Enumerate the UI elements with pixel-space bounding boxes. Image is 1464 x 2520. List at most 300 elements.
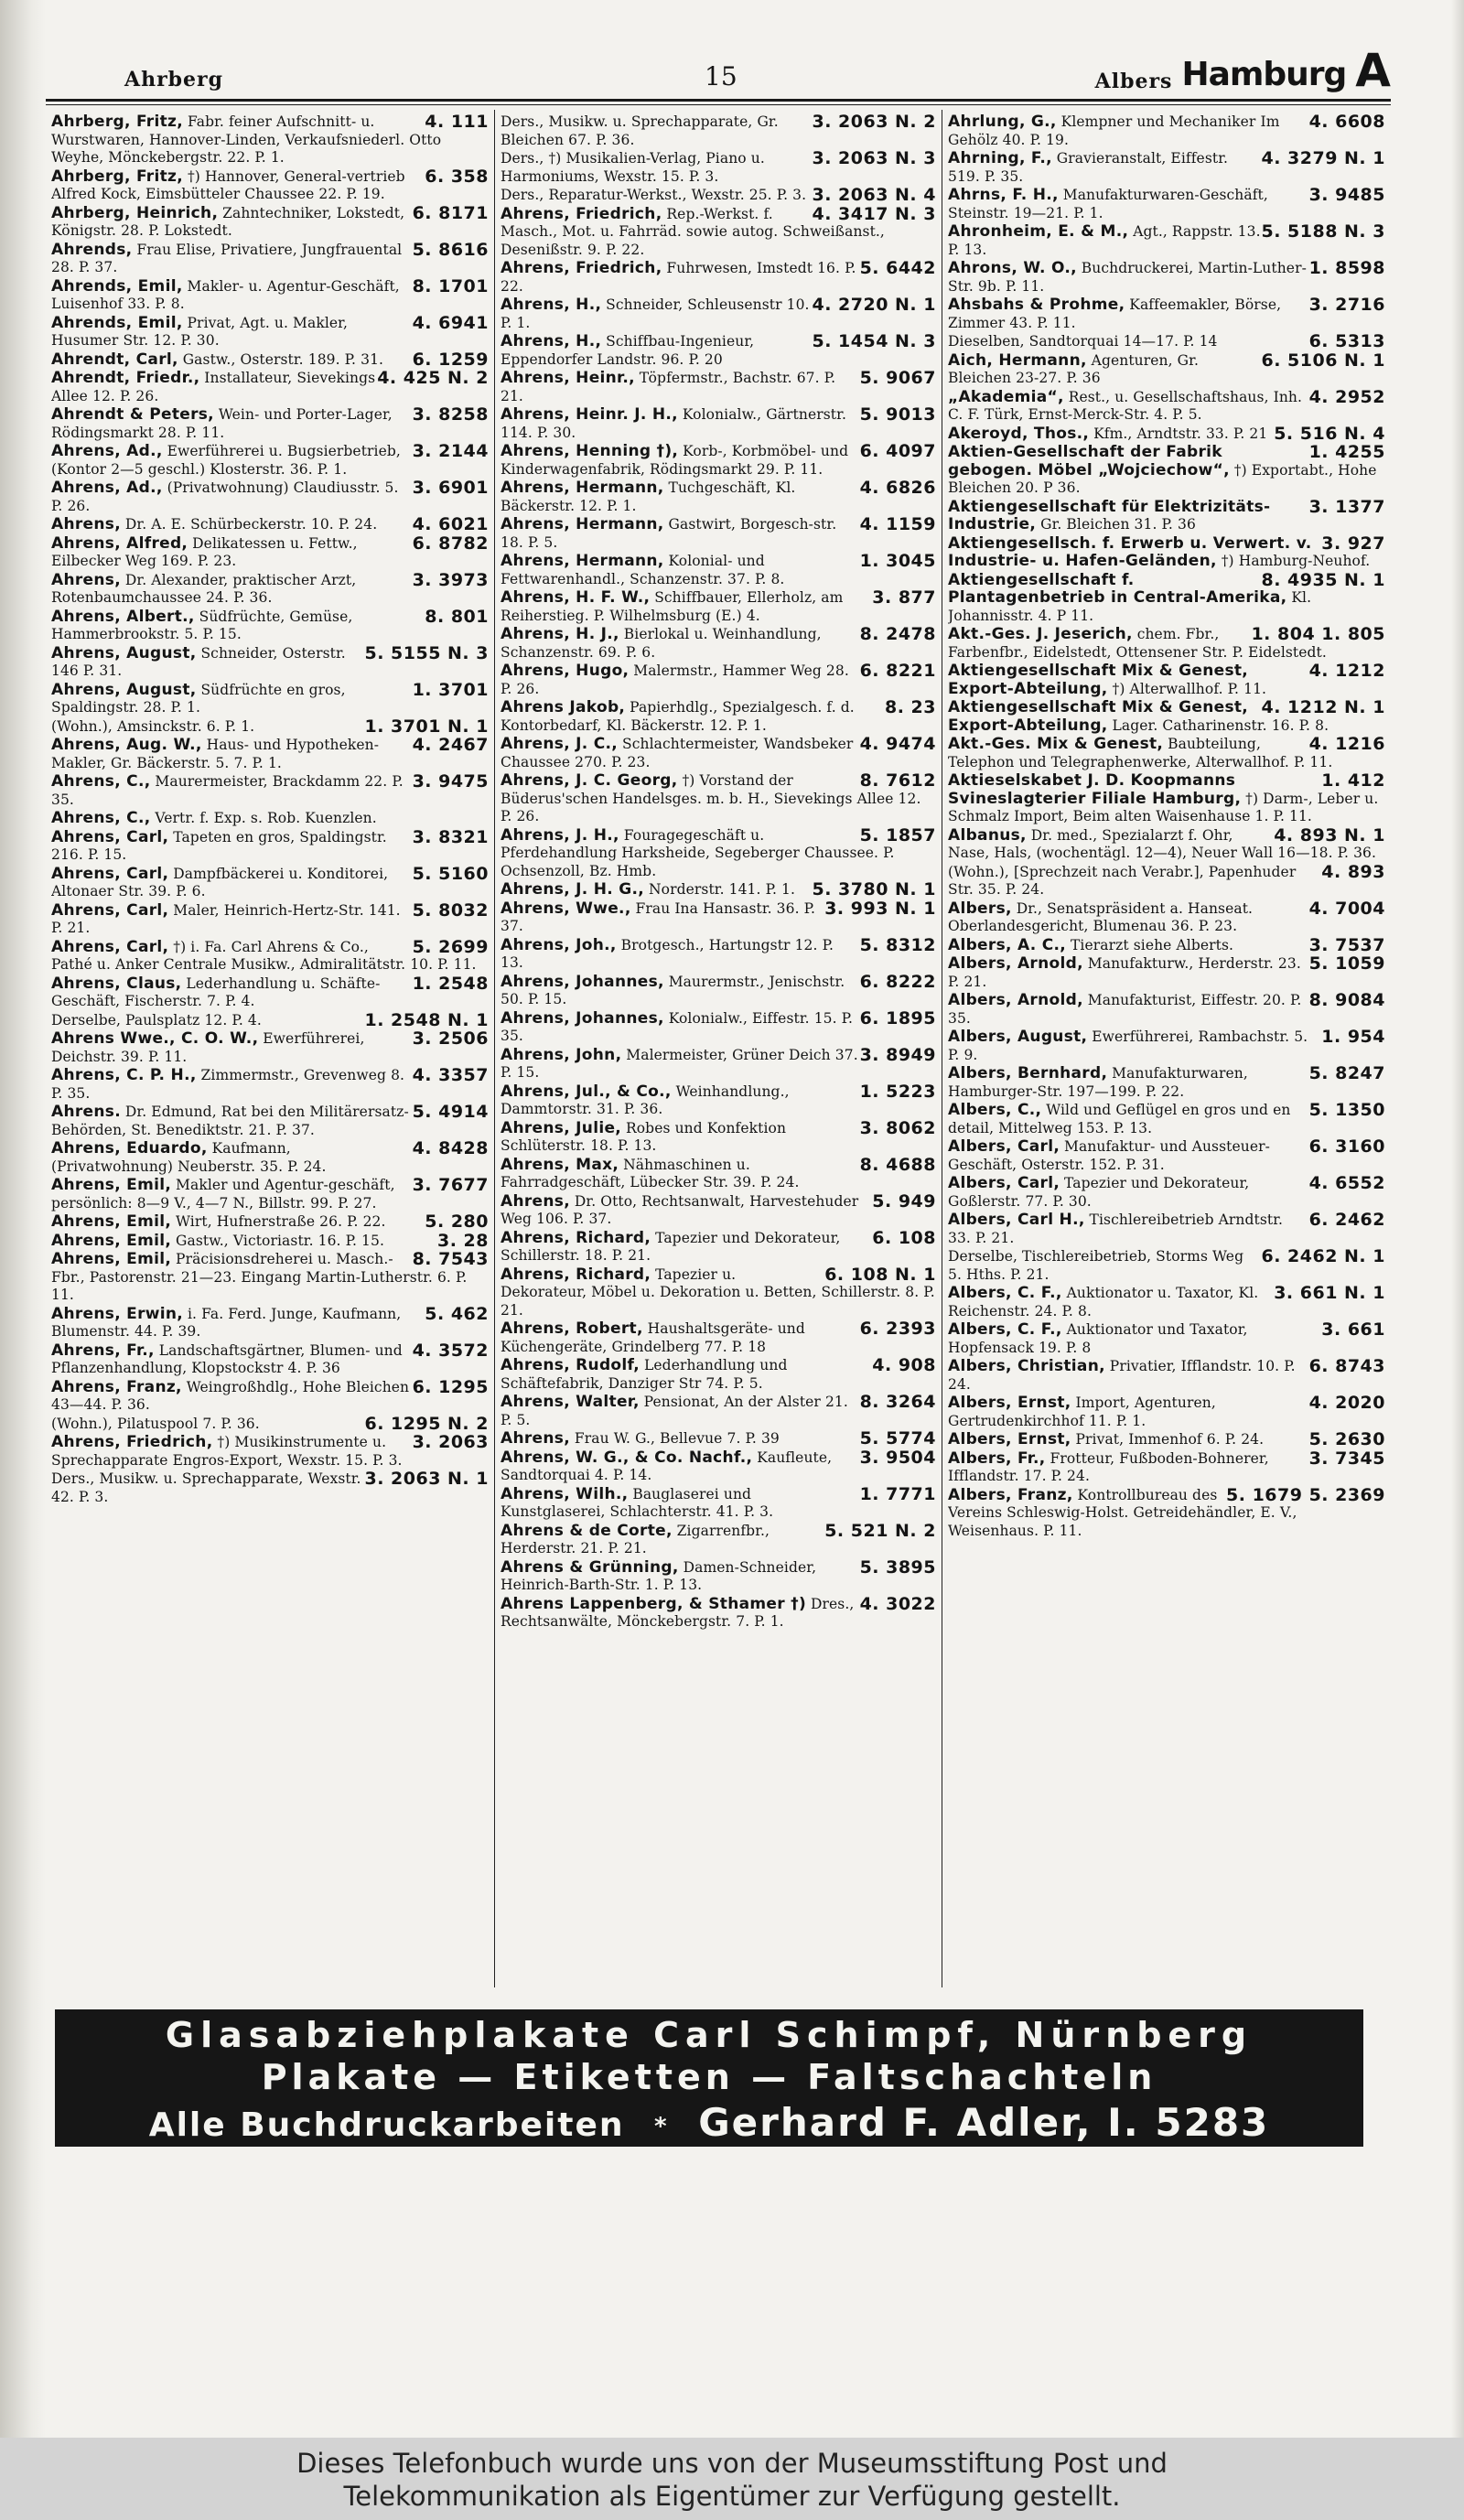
entry-details: Kolonial- und Fettwarenhandl., Schanzenstr. 37. P. 8.: [501, 553, 785, 587]
directory-entry: [501, 1266, 936, 1320]
entry-details: Ders., Reparatur-Werkst., Wexstr. 25. P. 3.: [501, 187, 807, 203]
entry-details: Ders., Musikw. u. Sprechapparate, Gr. Bleichen 67. P. 36.: [501, 113, 779, 148]
entry-name: Ahrends, Emil,: [51, 277, 183, 296]
entry-name: Ahrens, C. P. H.,: [51, 1067, 197, 1084]
entry-phone-number: 3. 2063 N. 3: [812, 150, 936, 168]
directory-entry: [948, 900, 1385, 936]
footer-line-1: Dieses Telefonbuch wurde uns von der Museumsstiftung Post und: [296, 2448, 1168, 2479]
entry-name: Ahrens Lappenberg, & Sthamer †): [501, 1595, 807, 1613]
entry-phone-number: 6. 4097: [859, 443, 936, 461]
entry-name: Ahrens, Johannes,: [501, 973, 664, 991]
entry-details: Papierhdlg., Spezialgesch. f. d. Kontorbedarf, Kl. Bäckerstr. 12. P. 1.: [501, 699, 855, 734]
entry-details: (Wohn.), Amsinckstr. 6. P. 1.: [51, 717, 255, 735]
entry-name: Albers, C. F.,: [948, 1321, 1062, 1339]
entry-phone-number: 3. 2144: [412, 443, 489, 461]
entry-name: Aktien-Gesellschaft der Fabrik gebogen. Möbel „Wojciechow“,: [948, 444, 1230, 479]
entry-name: Ahrens, Wilh.,: [501, 1485, 629, 1503]
entry-phone-number: 3. 8062: [859, 1119, 936, 1138]
header-rule-thin: [46, 104, 1391, 105]
entry-details: Vertr. f. Exp. s. Rob. Kuenzlen.: [155, 810, 377, 826]
entry-phone-number: 3. 7537: [1308, 936, 1385, 954]
directory-entry: [51, 1140, 489, 1176]
entry-phone-number: 1. 412: [1321, 772, 1385, 791]
column-left: [46, 110, 494, 1987]
entry-name: Albers, August,: [948, 1028, 1088, 1046]
entry-phone-number: 1. 3701: [412, 681, 489, 700]
entry-name: Aich, Hermann,: [948, 351, 1087, 370]
entry-details: Auktionator u. Taxator, Kl. Reichenstr. 24. P. 8.: [948, 1285, 1259, 1319]
entry-details: Kaufmann, (Privatwohnung) Neuberstr. 35. P. 24.: [51, 1140, 327, 1175]
entry-phone-number: 4. 425 N. 2: [377, 370, 489, 388]
entry-details: Tapeten en gros, Spaldingstr. 216. P. 15.: [51, 828, 387, 863]
entry-name: Ahrens, Claus,: [51, 975, 182, 993]
ad-separator: *: [654, 2113, 669, 2140]
entry-name: „Akademia“,: [948, 388, 1064, 406]
entry-phone-number: 3. 6901: [412, 479, 489, 498]
entry-phone-number: 3. 2063 N. 4: [812, 187, 936, 205]
binding-shadow: [0, 0, 46, 2438]
entry-details: Fabr. feiner Aufschnitt- u. Wurstwaren, Hannover-Linden, Verkaufsniederl. Otto Weyhe, Mönckebergstr. 22. P. 1.: [51, 113, 442, 166]
entry-phone-number: 6. 8782: [412, 534, 489, 554]
entry-phone-number: 3. 7345: [1308, 1449, 1385, 1469]
entry-phone-number: 8. 4935 N. 1: [1261, 571, 1385, 590]
entry-name: Albanus,: [948, 826, 1027, 845]
directory-entry: [948, 444, 1385, 498]
entry-details: Baubteilung, Telephon und Telegraphenwerke, Alterwallhof. P. 11.: [948, 736, 1333, 770]
entry-details: Agenturen, Gr. Bleichen 23-27. P. 36: [948, 351, 1199, 386]
entry-details: Dres., Rechtsanwälte, Mönckebergstr. 7. P. 1.: [501, 1595, 855, 1630]
directory-entry: [51, 682, 489, 717]
entry-name: Ahrens, H.,: [501, 296, 602, 314]
entry-phone-number: 5. 8616: [412, 241, 489, 260]
entry-details: Fuhrwesen, Imstedt 16. P. 22.: [501, 260, 856, 295]
entry-phone-number: 4. 3022: [859, 1595, 936, 1614]
directory-entry: [948, 626, 1385, 662]
entry-phone-number: 5. 4914: [412, 1104, 489, 1122]
directory-entry: [948, 1175, 1385, 1211]
directory-entry: [501, 113, 936, 149]
entry-phone-number: 5. 5155 N. 3: [364, 644, 489, 663]
entry-details: Dr. Alexander, praktischer Arzt, Rotenbaumchaussee 24. P. 36.: [51, 571, 357, 606]
entry-name: Ahrens, H. F. W.,: [501, 589, 651, 607]
page-header: [46, 44, 1391, 97]
entry-phone-number: 5. 949: [872, 1192, 936, 1212]
entry-details: Bauglaserei und Kunstglaserei, Schlachterstr. 41. P. 3.: [501, 1485, 774, 1520]
entry-details: Dampfbäckerei u. Konditorei, Altonaer Str. 39. P. 6.: [51, 865, 389, 899]
directory-entry: [501, 626, 936, 662]
entry-name: Ahrens Wwe., C. O. W.,: [51, 1030, 259, 1048]
entry-phone-number: 4. 1216: [1308, 736, 1385, 754]
entry-name: Akt.-Ges. Mix & Genest,: [948, 736, 1164, 753]
directory-entry: [501, 772, 936, 826]
directory-entry: [948, 352, 1385, 388]
entry-name: Ahrens, Emil,: [51, 1213, 172, 1231]
directory-entry: [51, 315, 489, 350]
entry-name: Albers, Ernst,: [948, 1431, 1071, 1448]
entry-phone-number: 6. 8743: [1308, 1358, 1385, 1376]
entry-name: Ahrens.: [51, 1104, 121, 1121]
entry-details: Südfrüchte en gros, Spaldingstr. 28. P. 1.: [51, 681, 346, 716]
entry-phone-number: 8. 1701: [412, 277, 489, 296]
entry-details: Tapezier und Dekorateur, Goßlerstr. 77. P. 30.: [948, 1175, 1250, 1210]
entry-phone-number: 6. 3160: [1308, 1138, 1385, 1157]
directory-entry: [501, 553, 936, 588]
entry-phone-number: 1. 954: [1321, 1028, 1385, 1047]
entry-details: Frau Elise, Privatiere, Jungfrauental 28. P. 37.: [51, 241, 403, 275]
entry-phone-number: 4. 6941: [412, 314, 489, 333]
entry-name: Ahrens, Heinr.,: [501, 370, 635, 387]
directory-entry: [501, 1157, 936, 1192]
directory-entry: [948, 1395, 1385, 1430]
entry-phone-number: 5. 8032: [412, 901, 489, 921]
entry-name: Ahrons, W. O.,: [948, 260, 1077, 277]
entry-name: Ahrends,: [51, 241, 133, 259]
entry-details: †) Musikinstrumente u. Sprechapparate Engros-Export, Wexstr. 15. P. 3.: [51, 1434, 403, 1469]
column-right: [942, 110, 1391, 1987]
entry-details: Töpfermstr., Bachstr. 67. P. 21.: [501, 370, 836, 404]
entry-phone-number: 5. 1350: [1308, 1102, 1385, 1120]
entry-phone-number: 4. 6552: [1308, 1175, 1385, 1193]
entry-phone-number: 4. 111: [425, 113, 489, 132]
header-city: Hamburg: [1181, 56, 1347, 93]
directory-entry: [501, 333, 936, 369]
entry-phone-number: 8. 4688: [859, 1156, 936, 1175]
directory-entry: [51, 572, 489, 608]
entry-details: †) Alterwallhof. P. 11.: [1112, 680, 1267, 697]
entry-details: Pensionat, An der Alster 21. P. 5.: [501, 1394, 848, 1428]
entry-phone-number: 5. 3780 N. 1: [812, 881, 936, 899]
entry-details: Brotgesch., Hartungstr 12. P. 13.: [501, 936, 834, 971]
directory-entry: [51, 1030, 489, 1066]
entry-details: Makler und Agentur-geschäft, persönlich: 8—9 V., 4—7 N., Billstr. 99. P. 27.: [51, 1177, 395, 1212]
entry-phone-number: 1. 7771: [859, 1485, 936, 1504]
header-last-entry: Albers: [1094, 70, 1173, 93]
directory-entry: [501, 516, 936, 552]
header-first-entry: Ahrberg: [124, 68, 224, 92]
entry-details: Ders., Musikw. u. Sprechapparate, Wexstr. 42. P. 3.: [51, 1470, 361, 1505]
directory-entry: [51, 168, 489, 204]
entry-name: Ahrens, Richard,: [501, 1229, 651, 1247]
header-right: [1094, 44, 1391, 97]
entry-name: Ahrberg, Fritz,: [51, 167, 183, 186]
ad-line-2: Plakate — Etiketten — Faltschachteln: [261, 2057, 1157, 2097]
entry-name: Ahrens, Erwin,: [51, 1305, 184, 1323]
entry-phone-number: 6. 2462: [1308, 1212, 1385, 1230]
directory-entry: [501, 1120, 936, 1156]
directory-entry: [501, 443, 936, 479]
entry-phone-number: 5. 5160: [412, 865, 489, 884]
entry-details: Tapezier und Dekorateur, Schillerstr. 18. P. 21.: [501, 1229, 841, 1264]
directory-entry: [948, 662, 1385, 698]
entry-details: Dr. Edmund, Rat bei den Militärersatz-Behörden, St. Benediktstr. 21. P. 37.: [51, 1104, 409, 1138]
entry-phone-number: 5. 8247: [1308, 1065, 1385, 1083]
entry-details: Frotteur, Fußboden-Bohnerer, Ifflandstr. 17. P. 24.: [948, 1449, 1269, 1484]
entry-phone-number: 6. 358: [425, 167, 489, 187]
entry-phone-number: 5. 2699: [412, 938, 489, 957]
directory-entry: [948, 535, 1385, 571]
entry-details: Kaffeemakler, Börse, Zimmer 43. P. 11.: [948, 296, 1282, 331]
entry-name: Ahrens, August,: [51, 644, 197, 662]
entry-name: Ahrens, J. C. Georg,: [501, 772, 678, 790]
entry-phone-number: 4. 2020: [1308, 1395, 1385, 1413]
entry-details: Import, Agenturen, Gertrudenkirchhof 11. P. 1.: [948, 1395, 1216, 1429]
entry-phone-number: 8. 2478: [859, 626, 936, 644]
directory-entry: [501, 370, 936, 405]
entry-name: Ahrens & Grünning,: [501, 1558, 679, 1577]
directory-entry: [51, 516, 489, 534]
entry-details: Wild und Geflügel en gros und en detail, Mittelweg 153. P. 13.: [948, 1102, 1291, 1136]
directory-entry: [51, 1012, 489, 1030]
directory-entry: [948, 296, 1385, 332]
directory-entry: [501, 260, 936, 296]
entry-name: Ahrens Jakob,: [501, 699, 626, 716]
entry-details: Zimmermstr., Grevenweg 8. P. 35.: [51, 1067, 405, 1102]
directory-entry: [51, 902, 489, 938]
entry-details: Delikatessen u. Fettw., Eilbecker Weg 169. P. 23.: [51, 534, 358, 569]
entry-phone-number: 5. 280: [425, 1213, 489, 1232]
entry-name: Ahrens, Albert.,: [51, 608, 195, 626]
entry-name: Ahrens, Fr.,: [51, 1341, 155, 1360]
entry-phone-number: 4. 3357: [412, 1067, 489, 1085]
entry-phone-number: 3. 927: [1321, 534, 1385, 554]
directory-entry: [501, 1394, 936, 1429]
entry-details: Manufakturwaren, Hamburger-Str. 197—199. P. 22.: [948, 1065, 1248, 1100]
directory-entry: [948, 1321, 1385, 1357]
entry-details: Schlachtermeister, Wandsbeker Chaussee 270. P. 23.: [501, 736, 854, 770]
footer-line-2: Telekommunikation als Eigentümer zur Verfügung gestellt.: [343, 2481, 1121, 2512]
ad-line-3: [55, 2100, 1363, 2145]
entry-phone-number: 1. 5223: [859, 1082, 936, 1102]
entry-details: Makler- u. Agentur-Geschäft, Luisenhof 33. P. 8.: [51, 277, 400, 312]
directory-columns: [46, 110, 1391, 1987]
directory-entry: [501, 1357, 936, 1393]
entry-details: Gr. Bleichen 31. P. 36: [1040, 516, 1196, 533]
entry-details: Kaufleute, Sandtorquai 4. P. 14.: [501, 1448, 833, 1483]
entry-details: Dr. med., Spezialarzt f. Ohr, Nase, Hals, (wochentägl. 12—4), Neuer Wall 16—18. P. 36.: [948, 826, 1377, 861]
directory-entry: [948, 1248, 1385, 1284]
entry-phone-number: 3. 3973: [412, 571, 489, 590]
directory-entry: [51, 1067, 489, 1103]
entry-name: Albers, C. F.,: [948, 1285, 1062, 1302]
entry-name: Ahrlung, G.,: [948, 113, 1057, 131]
directory-entry: [948, 425, 1385, 444]
entry-name: Ahronheim, E. & M.,: [948, 223, 1129, 241]
entry-name: Albers, Carl,: [948, 1138, 1060, 1156]
entry-name: Albers, Arnold,: [948, 955, 1083, 973]
directory-entry: [501, 1010, 936, 1046]
directory-entry: [948, 223, 1385, 259]
entry-name: Akt.-Ges. J. Jeserich,: [948, 626, 1133, 643]
entry-name: Albers, Ernst,: [948, 1395, 1071, 1412]
entry-name: Ahrens, Emil,: [51, 1177, 172, 1194]
entry-details: Kolonialw., Eiffestr. 15. P. 35.: [501, 1009, 854, 1044]
entry-phone-number: 5. 516 N. 4: [1274, 425, 1385, 443]
entry-details: Privatier, Ifflandstr. 10. P. 24.: [948, 1358, 1296, 1393]
directory-entry: [948, 572, 1385, 626]
entry-name: Ahrens, Rudolf,: [501, 1357, 640, 1374]
entry-details: Malermstr., Hammer Weg 28. P. 26.: [501, 662, 849, 697]
directory-entry: [51, 1213, 489, 1232]
entry-details: Tischlereibetrieb Arndtstr. 33. P. 21.: [948, 1212, 1284, 1246]
directory-entry: [501, 1486, 936, 1522]
entry-details: Maurermstr., Jenischstr. 50. P. 15.: [501, 973, 845, 1007]
directory-entry: [51, 113, 489, 167]
directory-entry: [51, 1251, 489, 1305]
entry-name: Ahrens, Carl,: [51, 938, 169, 956]
entry-name: Ahrens, Emil,: [51, 1251, 172, 1268]
entry-name: Albers, Carl,: [948, 1175, 1060, 1192]
entry-details: Gastw., Victoriastr. 16. P. 15.: [176, 1232, 385, 1249]
entry-details: Klempner und Mechaniker Im Gehölz 40. P. 19.: [948, 113, 1280, 148]
entry-phone-number: 5. 1059: [1308, 955, 1385, 974]
directory-entry: [948, 1285, 1385, 1320]
entry-name: Ahrens, Ad.,: [51, 443, 163, 460]
entry-name: Ahrns, F. H.,: [948, 187, 1059, 204]
entry-name: Ahrens, Henning †),: [501, 443, 679, 460]
directory-entry: [51, 406, 489, 442]
entry-details: Schneider, Schleusenstr 10. P. 1.: [501, 296, 810, 331]
directory-entry: [51, 278, 489, 314]
directory-entry: [501, 1320, 936, 1356]
entry-details: Gastw., Osterstr. 189. P. 31.: [182, 350, 384, 368]
entry-name: Ahrendt, Friedr.,: [51, 370, 200, 387]
entry-details: Malermeister, Grüner Deich 37. P. 15.: [501, 1046, 858, 1081]
entry-name: Albers, Christian,: [948, 1358, 1105, 1375]
directory-entry: [51, 1434, 489, 1470]
entry-name: Ahrens, Richard,: [501, 1265, 651, 1284]
entry-phone-number: 3. 7677: [412, 1177, 489, 1195]
entry-phone-number: 4. 1212 N. 1: [1261, 699, 1385, 717]
entry-details: Weinhandlung., Dammtorstr. 31. P. 36.: [501, 1082, 790, 1117]
entry-details: Nähmaschinen u. Fahrradgeschäft, Lübecker Str. 39. P. 24.: [501, 1156, 800, 1190]
directory-entry: [948, 1028, 1385, 1064]
directory-entry: [948, 1450, 1385, 1486]
entry-details: Landschaftsgärtner, Blumen- und Pflanzenhandlung, Klopstockstr 4. P. 36: [51, 1341, 403, 1376]
entry-phone-number: 3. 9504: [859, 1448, 936, 1468]
entry-name: Ahrens, H. J.,: [501, 626, 619, 643]
entry-details: Haus- und Hypotheken-Makler, Gr. Bäckerstr. 5. 7. P. 1.: [51, 737, 380, 771]
directory-entry: [948, 1212, 1385, 1247]
entry-phone-number: 5. 1679 5. 2369: [1226, 1486, 1385, 1505]
directory-entry: [948, 499, 1385, 534]
entry-phone-number: 5. 8312: [859, 936, 936, 955]
entry-name: Ahrens, Max,: [501, 1156, 619, 1174]
directory-entry: [51, 737, 489, 772]
entry-details: chem. Fbr., Farbenfbr., Eidelstedt, Ottensener Str. P. Eidelstedt.: [948, 626, 1327, 661]
entry-details: †) i. Fa. Carl Ahrens & Co., Pathé u. Anker Centrale Musikw., Admiralitätstr. 10. P. 11.: [51, 938, 477, 973]
entry-details: Lederhandlung und Schäftefabrik, Danziger Str 74. P. 5.: [501, 1357, 788, 1392]
directory-entry: [51, 1470, 489, 1506]
entry-name: Ahrens, Friedrich,: [501, 260, 662, 277]
directory-entry: [948, 150, 1385, 186]
entry-phone-number: 3. 9475: [412, 773, 489, 792]
entry-name: Ahrends, Emil,: [51, 314, 183, 332]
entry-phone-number: 3. 661: [1321, 1321, 1385, 1340]
directory-entry: [51, 351, 489, 370]
entry-phone-number: 3. 9485: [1308, 187, 1385, 205]
ad-line-1: Glasabziehplakate Carl Schimpf, Nürnberg: [165, 2015, 1254, 2055]
entry-details: Frau Ina Hansastr. 36. P. 37.: [501, 899, 816, 934]
entry-phone-number: 8. 801: [425, 608, 489, 627]
entry-phone-number: 4. 8428: [412, 1140, 489, 1158]
entry-details: Frau W. G., Bellevue 7. P. 39: [574, 1430, 780, 1447]
entry-name: Ahrens, Aug. W.,: [51, 737, 202, 754]
entry-details: Schiffbau-Ingenieur, Eppendorfer Landstr. 96. P. 20: [501, 333, 755, 368]
directory-entry: [501, 1523, 936, 1558]
entry-phone-number: 5. 9013: [859, 406, 936, 425]
directory-entry: [51, 1104, 489, 1139]
entry-phone-number: 4. 7004: [1308, 899, 1385, 919]
directory-entry: [948, 827, 1385, 863]
entry-details: Wein- und Porter-Lager, Rödingsmarkt 28. P. 11.: [51, 406, 393, 441]
entry-phone-number: 1. 2548 N. 1: [364, 1011, 489, 1029]
directory-entry: [501, 1083, 936, 1119]
directory-entry: [51, 370, 489, 405]
entry-phone-number: 6. 1259: [412, 350, 489, 369]
entry-details: Privat, Immenhof 6. P. 24.: [1075, 1431, 1265, 1448]
entry-phone-number: 1. 804 1. 805: [1251, 626, 1385, 644]
entry-phone-number: 5. 3895: [859, 1558, 936, 1578]
entry-phone-number: 5. 462: [425, 1305, 489, 1324]
entry-details: †) Exportabt., Hohe Bleichen 20. P 36.: [948, 461, 1377, 496]
entry-phone-number: 4. 2467: [412, 737, 489, 755]
entry-phone-number: 3. 2063: [412, 1434, 489, 1452]
entry-name: Ahrendt & Peters,: [51, 406, 214, 424]
entry-details: Maurermeister, Brackdamm 22. P. 35.: [51, 773, 404, 808]
directory-entry: [948, 187, 1385, 222]
directory-entry: [501, 736, 936, 771]
directory-entry: [501, 296, 936, 332]
entry-details: Dieselben, Sandtorquai 14—17. P. 14: [948, 333, 1218, 350]
directory-entry: [948, 1138, 1385, 1174]
directory-entry: [501, 589, 936, 625]
entry-phone-number: 4. 3417 N. 3: [812, 205, 936, 224]
directory-entry: [51, 645, 489, 681]
entry-name: Aktiengesellsch. f. Erwerb u. Verwert. v. Industrie- u. Hafen-Geländen,: [948, 534, 1312, 570]
entry-details: Buchdruckerei, Martin-Luther-Str. 9b. P. 11.: [948, 260, 1307, 295]
directory-entry: [948, 955, 1385, 991]
directory-entry: [948, 1065, 1385, 1101]
entry-phone-number: 6. 5106 N. 1: [1261, 351, 1385, 371]
entry-details: Zahntechniker, Lokstedt, Königstr. 28. P. Lokstedt.: [51, 204, 405, 239]
directory-entry: [51, 829, 489, 865]
entry-name: Ahrens, Robert,: [501, 1320, 643, 1338]
entry-phone-number: 6. 108 N. 1: [824, 1265, 936, 1285]
entry-details: Haushaltsgeräte- und Küchengeräte, Grindelberg 77. P. 18: [501, 1320, 805, 1355]
directory-entry: [501, 479, 936, 515]
entry-phone-number: 4. 6826: [859, 479, 936, 498]
directory-entry: [51, 1306, 489, 1341]
entry-phone-number: 5. 6442: [859, 260, 936, 278]
entry-phone-number: 8. 7612: [859, 772, 936, 791]
entry-phone-number: 4. 908: [872, 1357, 936, 1375]
advertisement-banner: [55, 2009, 1363, 2147]
entry-phone-number: 4. 2952: [1308, 388, 1385, 407]
entry-details: Maler, Heinrich-Hertz-Str. 141. P. 21.: [51, 901, 401, 936]
directory-entry: [51, 975, 489, 1011]
entry-details: Robes und Konfektion Schlüterstr. 18. P. 13.: [501, 1119, 787, 1154]
entry-name: Aktiengesellschaft Mix & Genest, Export-Abteilung,: [948, 662, 1249, 698]
directory-entry: [948, 1431, 1385, 1449]
entry-name: Ahrens,: [51, 571, 121, 589]
directory-entry: [501, 1430, 936, 1448]
entry-name: Ahrens, Hermann,: [501, 516, 664, 533]
entry-name: Ahrens, Friedrich,: [51, 1434, 213, 1451]
entry-phone-number: 3. 8949: [859, 1046, 936, 1065]
entry-phone-number: 4. 3572: [412, 1341, 489, 1361]
entry-name: Ahrens, Julie,: [501, 1119, 622, 1137]
entry-details: Schneider, Osterstr. 146 P. 31.: [51, 644, 346, 679]
